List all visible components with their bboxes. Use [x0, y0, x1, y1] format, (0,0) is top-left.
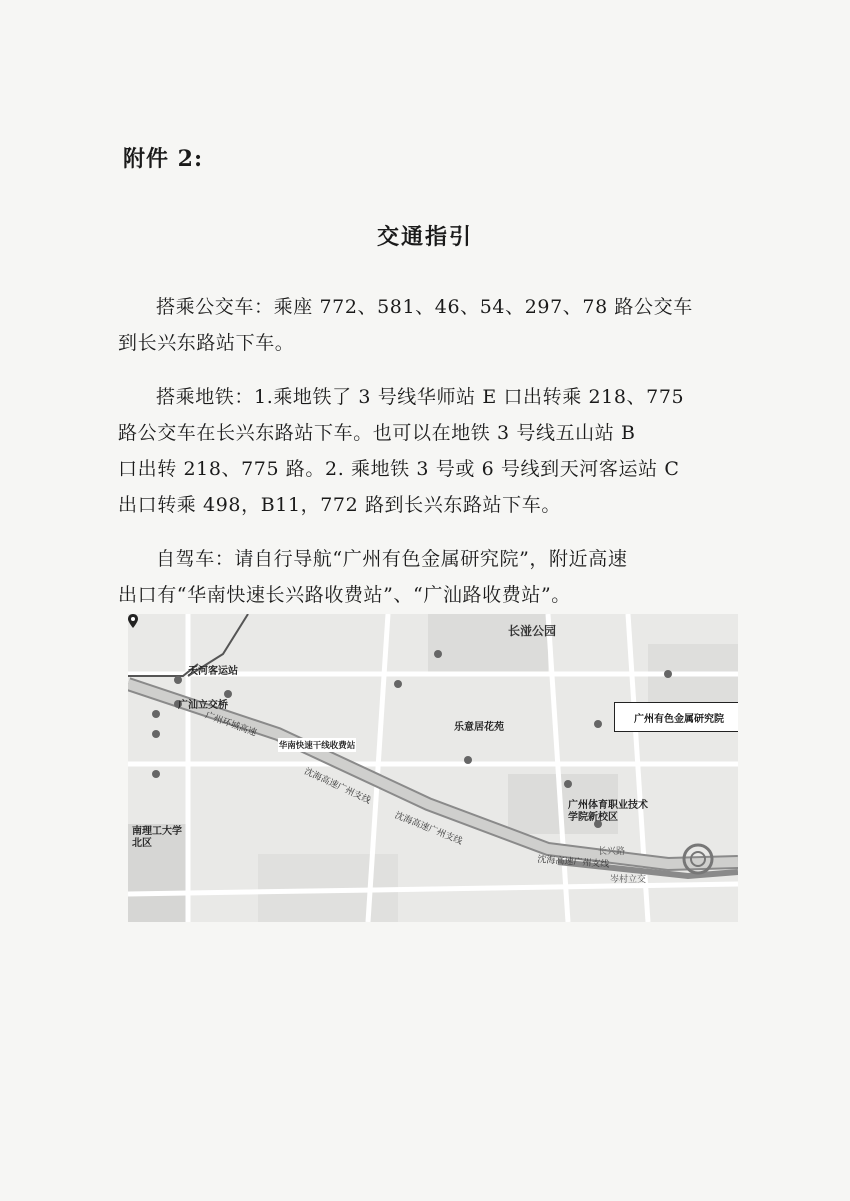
- highway-label-3: 沈海高速广州支线: [537, 854, 610, 870]
- bus-station-label: 天河客运站: [188, 666, 238, 677]
- attachment-label: 附件 2:: [123, 146, 204, 172]
- changxing-road-label: 长兴路: [598, 847, 626, 857]
- toll-station-label: 华南快速干线收费站: [278, 738, 356, 752]
- park-label: 长湴公园: [508, 624, 557, 638]
- metro-line-2: 路公交车在长兴东路站下车。也可以在地铁 3 号线五山站 B: [118, 422, 636, 444]
- place-label: 乐意居花苑: [454, 722, 504, 733]
- highway-label-2: 沈海高速广州支线: [393, 810, 464, 848]
- highway-label-1: 沈海高速广州支线: [302, 766, 373, 807]
- map-graphic: [128, 614, 738, 922]
- metro-paragraph: [118, 379, 738, 523]
- location-map: [128, 614, 738, 922]
- ring-expressway-label: 广州环城高速: [203, 710, 258, 739]
- drive-paragraph: [118, 541, 738, 613]
- interchange-label: 广汕立交桥: [178, 700, 228, 711]
- bus-line-2: 到长兴东路站下车。: [118, 332, 295, 354]
- location-pin-icon: [128, 614, 138, 628]
- metro-line-3: 口出转 218、775 路。2. 乘地铁 3 号或 6 号线到天河客运站 C: [118, 458, 680, 480]
- metro-line-4: 出口转乘 498，B11，772 路到长兴东路站下车。: [118, 494, 561, 516]
- metro-line-1: 搭乘地铁：1.乘地铁了 3 号线华师站 E 口出转乘 218、775: [156, 386, 685, 408]
- bus-line-1: 搭乘公交车：乘座 772、581、46、54、297、78 路公交车: [156, 296, 693, 318]
- university-label: 南理工大学北区: [132, 826, 182, 849]
- overpass-label: 岑村立交: [610, 875, 647, 885]
- college-label: 广州体育职业技术学院新校区: [568, 800, 648, 823]
- drive-line-1: 自驾车：请自行导航“广州有色金属研究院”，附近高速: [156, 548, 628, 570]
- drive-line-2: 出口有“华南快速长兴路收费站”、“广汕路收费站”。: [118, 584, 571, 606]
- page-title: 交通指引: [376, 224, 473, 250]
- destination-label: 广州有色金属研究院: [614, 702, 738, 732]
- bus-paragraph: [118, 289, 738, 361]
